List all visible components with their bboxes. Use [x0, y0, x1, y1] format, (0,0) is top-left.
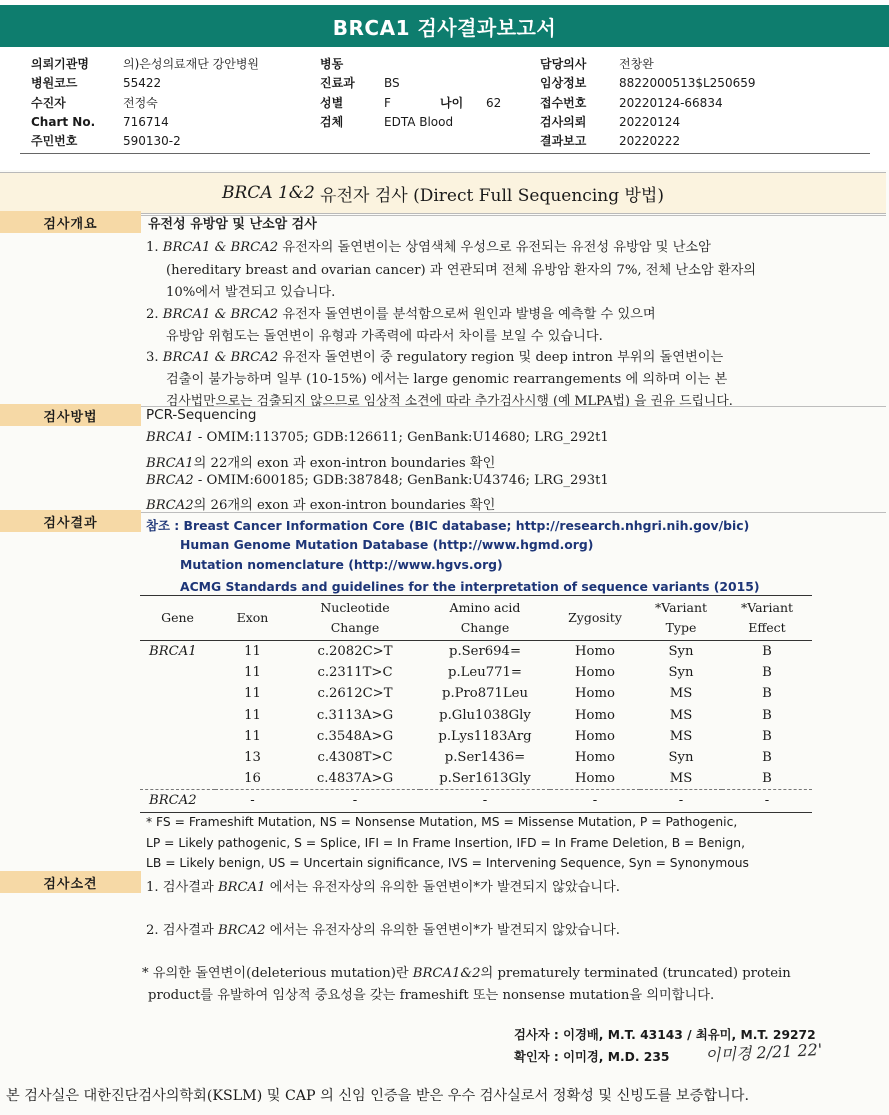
info-divider [20, 153, 870, 154]
info-label: 수진자 [31, 95, 66, 110]
cell-amino-acid: p.Pro871Leu [442, 686, 528, 702]
gene-name: BRCA1 & BRCA2 [162, 350, 279, 365]
info-label: 진료과 [320, 76, 355, 91]
cell-variant-type: Syn [668, 644, 694, 660]
info-label: 병원코드 [31, 76, 78, 91]
col-label: Amino acid [449, 600, 521, 615]
method-text: 의 26개의 exon 과 exon-intron boundaries 확인 [193, 498, 496, 513]
cell-nucleotide: c.2612C>T [317, 686, 393, 702]
cell-amino-acid: p.Glu1038Gly [439, 707, 531, 723]
reference-line-4: ACMG Standards and guidelines for the interpretation of sequence variants (2015) [180, 579, 760, 594]
reference-line-1 [146, 516, 749, 534]
item-number: 3. [146, 350, 159, 365]
section-label-overview: 검사개요 [0, 211, 141, 233]
age-label: 나이 [440, 95, 464, 110]
method-line-1 [146, 430, 609, 445]
cell-nucleotide: c.2311T>C [317, 665, 393, 681]
info-label: 병동 [320, 57, 344, 71]
footnote-text: 의 prematurely terminated (truncated) protein [480, 966, 791, 981]
cell-gene [140, 662, 215, 683]
info-label: 결과보고 [540, 134, 587, 149]
col-label: Change [460, 620, 510, 635]
info-value: EDTA Blood [384, 114, 454, 129]
cell-variant-effect: B [762, 644, 772, 660]
col-variant-effect [722, 596, 812, 641]
abbreviation-note-3: LB = Likely benign, US = Uncertain significance, IVS = Intervening Sequence, Syn = Synonymous [146, 856, 749, 870]
item-text: 유전자 돌연변이를 분석함으로써 원인과 발병을 예측할 수 있으며 [278, 307, 656, 322]
cell-nucleotide: c.2082C>T [317, 644, 393, 660]
reference-line-3: Mutation nomenclature (http://www.hgvs.org) [180, 557, 503, 572]
cell-amino-acid: - [420, 790, 550, 812]
cell-nucleotide: - [290, 790, 420, 812]
method-text: 의 22개의 exon 과 exon-intron boundaries 확인 [193, 456, 496, 471]
table-row [140, 683, 812, 704]
info-label: 검사의뢰 [540, 114, 587, 129]
overview-heading: 유전성 유방암 및 난소암 검사 [148, 217, 317, 232]
cell-gene [140, 768, 215, 790]
gene-name: BRCA2 [146, 498, 194, 513]
gene-name: BRCA2 [217, 923, 266, 938]
cell-variant-effect: B [762, 771, 772, 787]
gene-name: BRCA1 & BRCA2 [162, 240, 279, 255]
cell-gene [140, 726, 215, 747]
cell-exon: 11 [244, 728, 261, 744]
cell-zygosity: Homo [575, 771, 615, 787]
col-amino-acid [420, 596, 550, 641]
info-value: 590130-2 [123, 134, 181, 149]
finding-1 [146, 876, 620, 895]
cell-exon: 11 [244, 686, 261, 702]
info-value: F [384, 95, 391, 110]
info-label: 검체 [320, 114, 344, 129]
accreditation-footer: 본 검사실은 대한진단검사의학회(KSLM) 및 CAP 의 신임 인증을 받은 우수 검사실로서 정확성 및 신빙도를 보증합니다. [6, 1088, 749, 1104]
info-column-1 [31, 55, 259, 151]
cell-exon: 11 [244, 707, 261, 723]
col-exon: Exon [215, 596, 290, 641]
gene-name: BRCA1 [217, 880, 266, 895]
cell-nucleotide: c.4837A>G [316, 771, 394, 787]
cell-variant-effect: B [762, 665, 772, 681]
abbreviation-note-1: * FS = Frameshift Mutation, NS = Nonsense Mutation, MS = Missense Mutation, P = Pathogenic, [146, 815, 738, 829]
cell-amino-acid: p.Lys1183Arg [438, 728, 532, 744]
cell-variant-effect: B [762, 707, 772, 723]
overview-item-1 [146, 236, 711, 255]
gene-name: BRCA1&2 [412, 966, 481, 981]
cell-nucleotide: c.3548A>G [316, 728, 394, 744]
report-section-title [0, 172, 886, 214]
info-value: 의)은성의료재단 강안병원 [123, 57, 260, 71]
info-value: 716714 [123, 114, 169, 129]
col-variant-type [640, 596, 722, 641]
cell-gene [140, 705, 215, 726]
table-row [140, 768, 812, 790]
cell-exon: 11 [244, 665, 261, 681]
info-column-2 [320, 55, 501, 132]
table-row [140, 705, 812, 726]
info-value: BS [384, 76, 400, 91]
item-text: 유전자 돌연변이 중 regulatory region 및 deep intron 부위의 돌연변이는 [278, 350, 724, 365]
info-value: 55422 [123, 76, 162, 91]
handwritten-signature: 이미경 2/21 22' [704, 1039, 823, 1066]
cell-exon: 11 [244, 644, 261, 660]
overview-item-3-line-2: 검출이 불가능하며 일부 (10-15%) 에서는 large genomic rearrangements 에 의하며 이는 본 [166, 372, 728, 387]
cell-zygosity: Homo [575, 686, 615, 702]
cell-variant-type: MS [669, 707, 693, 723]
gene-name: BRCA1 [146, 430, 194, 445]
col-label: Nucleotide [320, 600, 390, 615]
table-row [140, 662, 812, 683]
finding-footnote-line-2: product를 유발하여 임상적 중요성을 갖는 frameshift 또는 nonsense mutation을 의미합니다. [148, 988, 715, 1003]
info-label: 성별 [320, 95, 344, 110]
cell-variant-effect: - [722, 790, 812, 812]
info-value: 전창완 [619, 57, 654, 71]
method-line-4 [146, 494, 495, 513]
info-label: 의뢰기관명 [31, 57, 89, 71]
cell-amino-acid: p.Ser1436= [444, 750, 526, 766]
section-label-findings: 검사소견 [0, 871, 141, 893]
report-header [0, 5, 889, 47]
item-number: 2. [146, 307, 159, 322]
method-heading: PCR-Sequencing [146, 407, 257, 423]
cell-amino-acid: p.Ser1613Gly [439, 771, 531, 787]
info-label: 접수번호 [540, 95, 587, 110]
info-column-3 [540, 55, 755, 151]
overview-item-1-line-2: (hereditary breast and ovarian cancer) 과 연관되며 전체 유방암 환자의 7%, 전체 난소암 환자의 [166, 263, 757, 278]
finding-2 [146, 919, 620, 938]
cell-variant-type: Syn [668, 665, 694, 681]
col-label: Effect [748, 620, 786, 635]
finding-footnote [142, 962, 791, 981]
cell-gene [140, 683, 215, 704]
cell-amino-acid: p.Leu771= [448, 665, 522, 681]
table-header-row [140, 596, 812, 641]
col-label: Type [665, 620, 697, 635]
age-value: 62 [486, 95, 502, 110]
col-gene: Gene [140, 596, 215, 641]
table-row [140, 790, 812, 812]
info-label: Chart No. [31, 114, 96, 129]
footnote-text: * 유의한 돌연변이(deleterious mutation)란 [142, 966, 413, 981]
finding-text: 에서는 유전자상의 유의한 돌연변이*가 발견되지 않았습니다. [265, 880, 620, 895]
cell-variant-type: - [640, 790, 722, 812]
gene-name: BRCA1 & BRCA2 [162, 307, 279, 322]
method-text: - OMIM:600185; GDB:387848; GenBank:U43746; LRG_293t1 [193, 473, 609, 488]
item-text: 유전자의 돌연변이는 상염색체 우성으로 유전되는 유전성 유방암 및 난소암 [278, 240, 711, 255]
cell-exon: - [215, 790, 290, 812]
reference-prefix: 참조 : [146, 518, 184, 533]
item-number: 1. [146, 240, 159, 255]
col-zygosity: Zygosity [550, 596, 640, 641]
cell-gene: BRCA2 [140, 790, 215, 812]
info-value: 20220124 [619, 114, 681, 129]
reference-line-2: Human Genome Mutation Database (http://www.hgmd.org) [180, 537, 594, 552]
section-label-method: 검사방법 [0, 404, 141, 426]
overview-item-2-line-2: 유방암 위험도는 돌연변이 유형과 가족력에 따라서 차이를 보일 수 있습니다. [166, 329, 603, 344]
cell-gene: BRCA1 [149, 644, 197, 660]
cell-variant-type: MS [669, 771, 693, 787]
method-line-2 [146, 452, 495, 471]
cell-zygosity: - [550, 790, 640, 812]
finding-text: 2. 검사결과 [146, 923, 218, 938]
title-text: 유전자 검사 (Direct Full Sequencing 방법) [314, 185, 664, 206]
cell-variant-effect: B [762, 686, 772, 702]
info-value: 20220222 [619, 134, 681, 149]
cell-variant-type: MS [669, 686, 693, 702]
cell-variant-effect: B [762, 750, 772, 766]
report-title: BRCA1 검사결과보고서 [332, 15, 557, 40]
table-row [140, 641, 812, 663]
info-value: 8822000513$L250659 [619, 76, 756, 91]
overview-item-2 [146, 303, 656, 322]
finding-text: 에서는 유전자상의 유의한 돌연변이*가 발견되지 않았습니다. [265, 923, 620, 938]
method-text: - OMIM:113705; GDB:126611; GenBank:U14680; LRG_292t1 [193, 430, 609, 445]
abbreviation-note-2: LP = Likely pathogenic, S = Splice, IFI = In Frame Insertion, IFD = In Frame Deletion, B = Benign, [146, 836, 745, 850]
table-row [140, 726, 812, 747]
cell-nucleotide: c.3113A>G [316, 707, 394, 723]
confirmer-signature: 확인자 : 이미경, M.D. 235 [514, 1050, 670, 1064]
cell-variant-type: Syn [668, 750, 694, 766]
cell-variant-type: MS [669, 728, 693, 744]
cell-zygosity: Homo [575, 707, 615, 723]
info-value: 20220124-66834 [619, 95, 723, 110]
cell-zygosity: Homo [575, 665, 615, 681]
cell-amino-acid: p.Ser694= [449, 644, 521, 660]
cell-zygosity: Homo [575, 644, 615, 660]
info-value: 전정숙 [123, 95, 158, 110]
cell-variant-effect: B [762, 728, 772, 744]
info-label: 임상정보 [540, 76, 587, 91]
finding-text: 1. 검사결과 [146, 880, 218, 895]
info-label: 주민번호 [31, 134, 78, 149]
method-line-3 [146, 473, 609, 488]
cell-exon: 16 [244, 771, 261, 787]
col-label: *Variant [654, 600, 708, 615]
section-label-results: 검사결과 [0, 510, 141, 532]
cell-nucleotide: c.4308T>C [317, 750, 393, 766]
col-nucleotide [290, 596, 420, 641]
section-divider [141, 512, 886, 513]
tester-signature: 검사자 : 이경배, M.T. 43143 / 최유미, M.T. 29272 [514, 1028, 816, 1042]
overview-item-1-line-3: 10%에서 발견되고 있습니다. [166, 285, 336, 300]
gene-name: BRCA2 [146, 473, 194, 488]
cell-gene [140, 747, 215, 768]
cell-exon: 13 [244, 750, 261, 766]
overview-item-3-line-3: 검사법만으로는 검출되지 않으므로 임상적 소견에 따라 추가검사시행 (예 MLPA법) 을 권유 드립니다. [166, 394, 733, 409]
col-label: *Variant [740, 600, 794, 615]
cell-zygosity: Homo [575, 728, 615, 744]
info-label: 담당의사 [540, 57, 587, 71]
variant-table [140, 595, 812, 813]
table-row [140, 747, 812, 768]
title-gene: BRCA 1&2 [222, 183, 315, 203]
col-label: Change [330, 620, 380, 635]
cell-zygosity: Homo [575, 750, 615, 766]
overview-item-3 [146, 346, 723, 365]
reference-text: Breast Cancer Information Core (BIC database; http://research.nhgri.nih.gov/bic) [183, 518, 750, 533]
gene-name: BRCA1 [146, 456, 194, 471]
